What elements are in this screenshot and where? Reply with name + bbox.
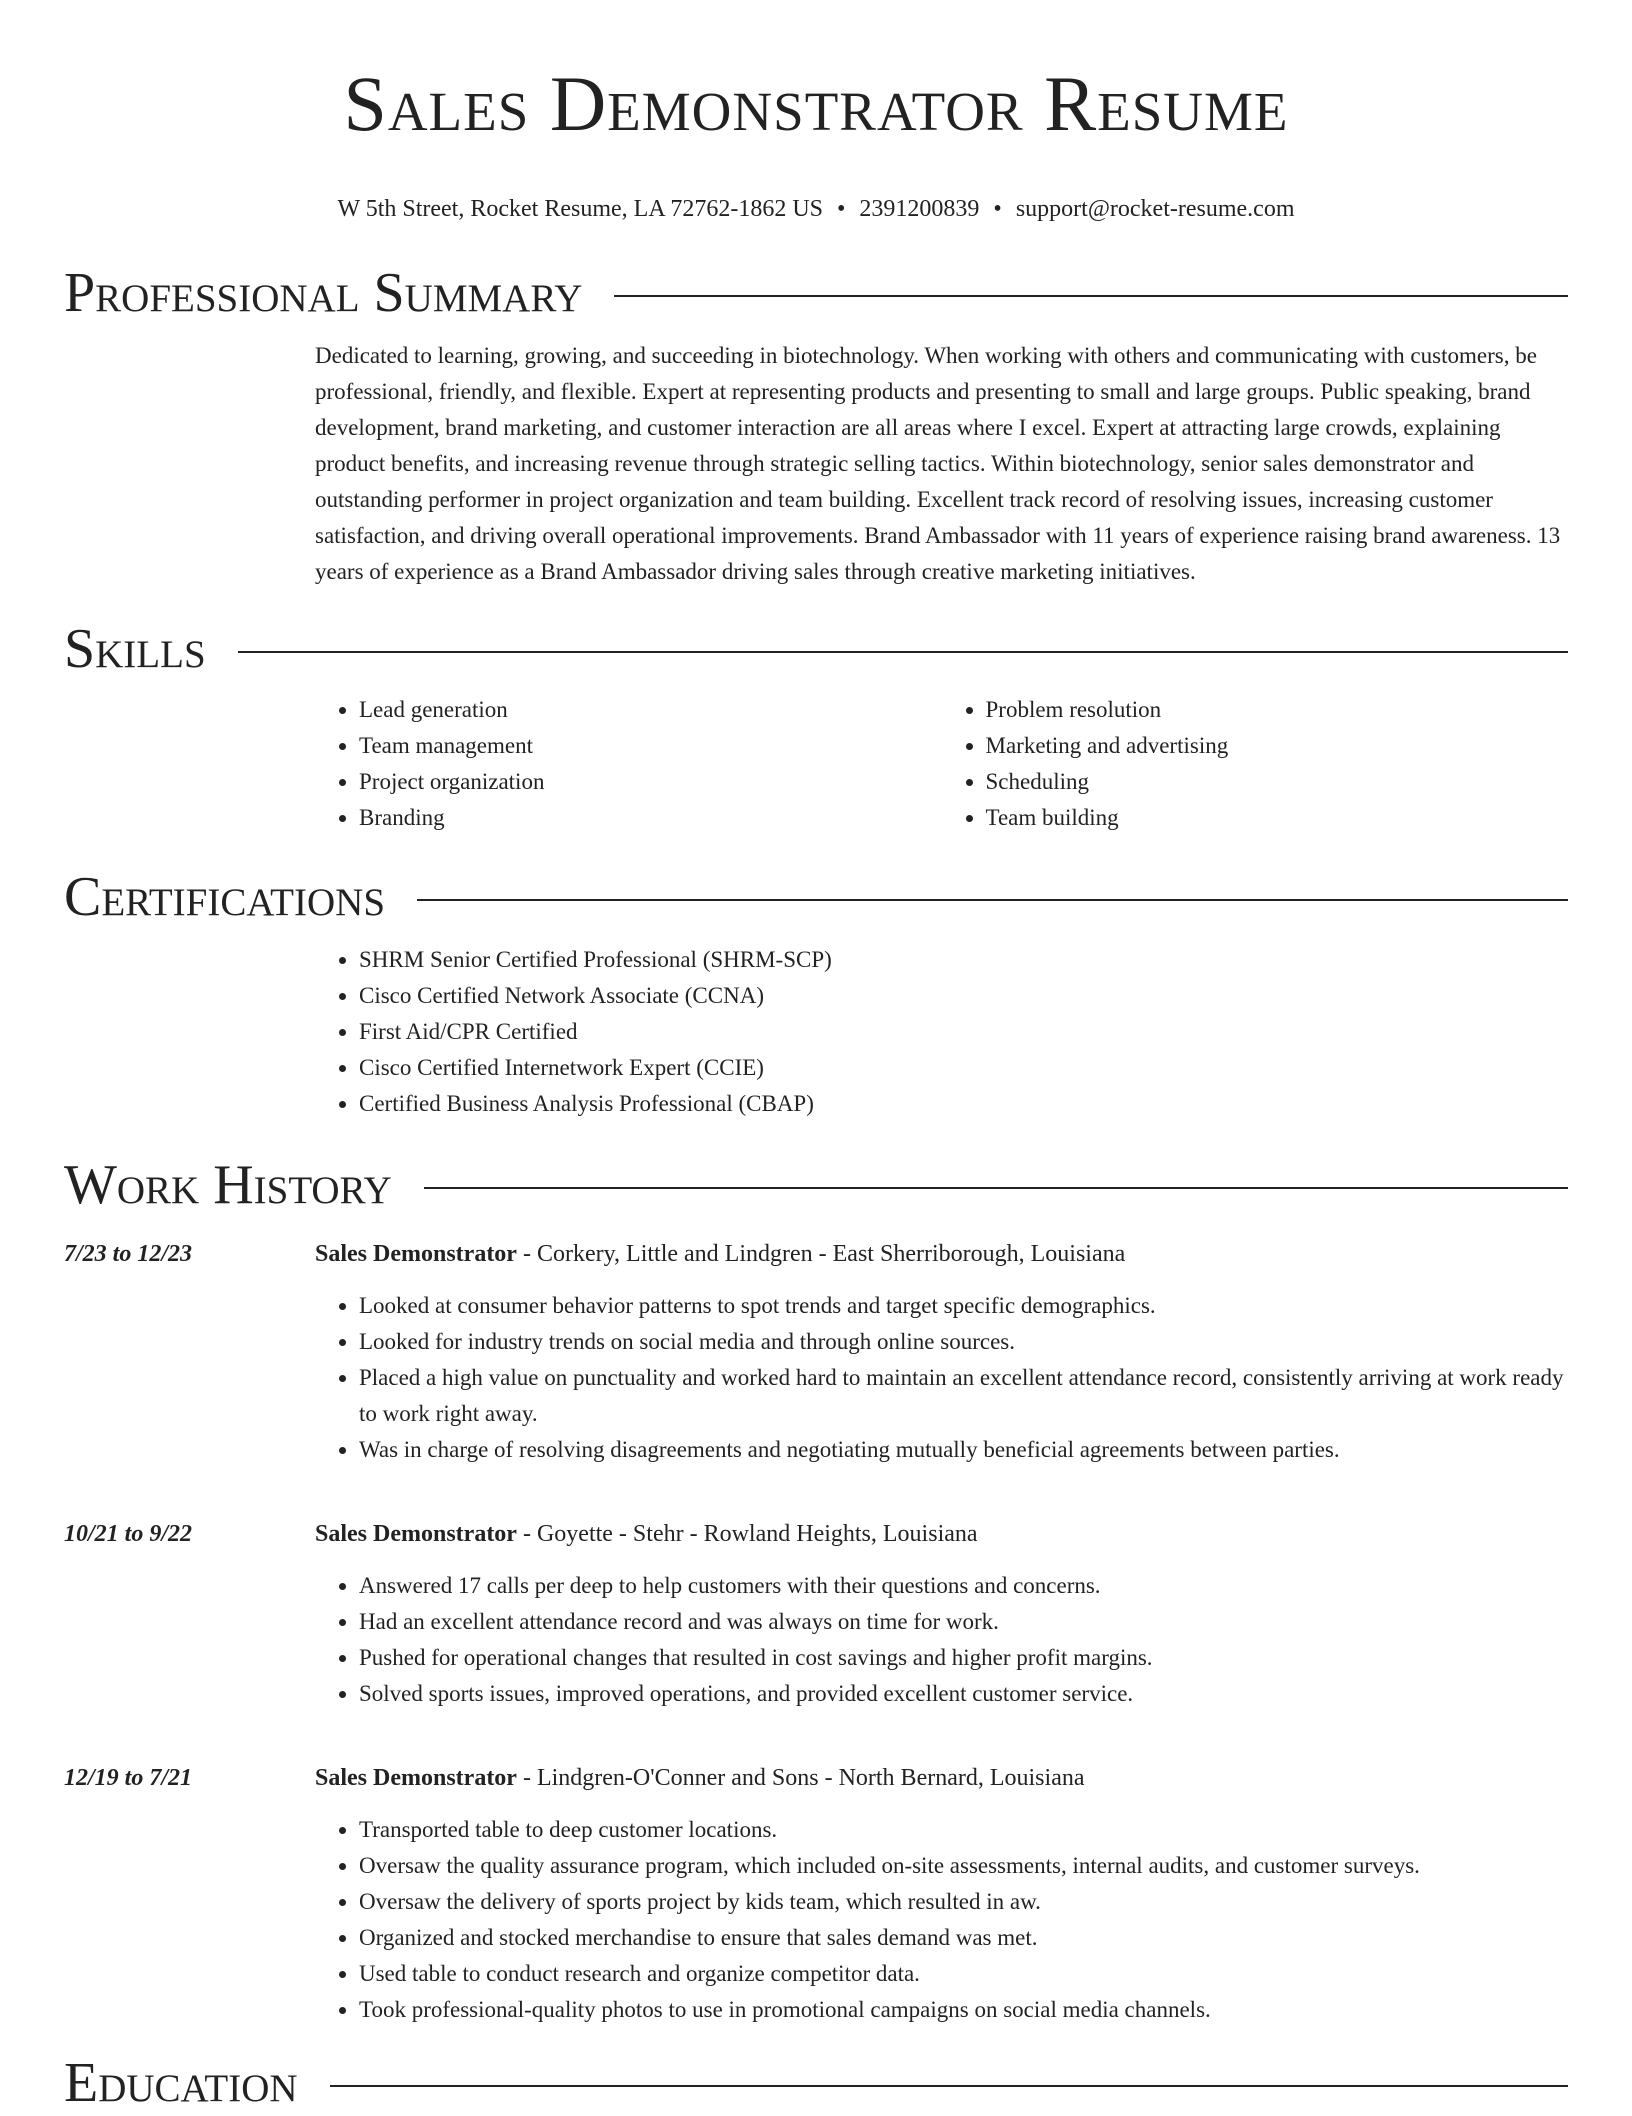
section-divider <box>417 899 1568 901</box>
job-details: - Corkery, Little and Lindgren - East Sherriborough, Louisiana <box>516 1241 1126 1267</box>
job-bullet: • Was in charge of resolving disagreements and negotiating mutually beneficial agreements between parties. <box>359 1432 1568 1468</box>
certifications-heading: Certifications <box>64 866 386 928</box>
job-bullet: • Oversaw the quality assurance program, which included on-site assessments, internal audits, and customer surveys. <box>359 1848 1568 1884</box>
education-heading: Education <box>64 2052 298 2114</box>
job-header <box>64 1760 1568 1796</box>
contact-phone: 2391200839 <box>859 196 980 222</box>
certification-item: • Certified Business Analysis Professional (CBAP) <box>359 1086 1568 1122</box>
job-heading <box>315 1236 1125 1272</box>
job-dates: 10/21 to 9/22 <box>64 1521 193 1547</box>
job-bullet: • Had an excellent attendance record and was always on time for work. <box>359 1604 1568 1640</box>
certification-item: • First Aid/CPR Certified <box>359 1014 1568 1050</box>
job-dates: 12/19 to 7/21 <box>64 1765 193 1791</box>
section-divider <box>330 2085 1568 2087</box>
section-divider <box>238 651 1568 653</box>
job-title: Sales Demonstrator <box>315 1241 517 1267</box>
job-bullet: • Looked for industry trends on social media and through online sources. <box>359 1324 1568 1360</box>
contact-line <box>64 194 1568 224</box>
summary-text: Dedicated to learning, growing, and succeeding in biotechnology. When working with others and communicating with customers, be professional, friendly, and flexible. Expert at representing products and presenting to small and large groups. Public speaking, brand development, brand marketing, and customer interaction are all areas where I excel. Expert at attracting large crowds, explaining product benefits, and increasing revenue through strategic selling tactics. Within biotechnology, senior sales demonstrator and outstanding performer in project organization and team building. Excellent track record of resolving issues, increasing customer satisfaction, and driving overall operational improvements. Brand Ambassador with 11 years of experience raising brand awareness. 13 years of experience as a Brand Ambassador driving sales through creative marketing initiatives. <box>315 343 1561 584</box>
skill-item: • Project organization <box>359 764 942 800</box>
job-details: - Lindgren-O'Conner and Sons - North Bernard, Louisiana <box>516 1765 1085 1791</box>
job-entry <box>64 1760 1568 2028</box>
job-header <box>64 1516 1568 1552</box>
job-title: Sales Demonstrator <box>315 1521 517 1547</box>
job-bullets <box>315 1288 1568 1468</box>
skill-item: • Team management <box>359 728 942 764</box>
contact-address: W 5th Street, Rocket Resume, LA 72762-1862 US <box>337 196 823 222</box>
job-bullet: • Solved sports issues, improved operations, and provided excellent customer service. <box>359 1676 1568 1712</box>
job-bullet: • Pushed for operational changes that resulted in cost savings and higher profit margins. <box>359 1640 1568 1676</box>
skills-heading: Skills <box>64 618 206 680</box>
job-heading <box>315 1760 1085 1796</box>
job-bullets <box>315 1568 1568 1712</box>
skills-column-left <box>315 692 942 836</box>
contact-separator: • <box>993 196 1002 222</box>
job-bullet: • Placed a high value on punctuality and worked hard to maintain an excellent attendance record, consistently arriving at work ready to work right away. <box>359 1360 1568 1432</box>
skills-list <box>315 692 1568 836</box>
certifications-section-header <box>64 864 1568 930</box>
certifications-list <box>315 942 1568 1122</box>
skill-item: • Problem resolution <box>986 692 1569 728</box>
job-bullet: • Transported table to deep customer locations. <box>359 1812 1568 1848</box>
summary-section-header <box>64 260 1568 326</box>
job-bullets <box>315 1812 1568 2028</box>
job-header <box>64 1236 1568 1272</box>
skill-item: • Team building <box>986 800 1569 836</box>
section-divider <box>614 295 1568 297</box>
contact-separator: • <box>837 196 846 222</box>
resume-title: Sales Demonstrator Resume <box>343 60 1289 147</box>
job-entry <box>64 1516 1568 1712</box>
job-title: Sales Demonstrator <box>315 1765 517 1791</box>
work-history-heading: Work History <box>64 1154 392 1216</box>
skill-item: • Branding <box>359 800 942 836</box>
job-dates: 7/23 to 12/23 <box>64 1241 193 1267</box>
certification-item: • Cisco Certified Network Associate (CCNA) <box>359 978 1568 1014</box>
job-bullet: • Looked at consumer behavior patterns to spot trends and target specific demographics. <box>359 1288 1568 1324</box>
job-bullet: • Oversaw the delivery of sports project by kids team, which resulted in aw. <box>359 1884 1568 1920</box>
job-entry <box>64 1236 1568 1468</box>
skills-column-right <box>942 692 1569 836</box>
summary-heading: Professional Summary <box>64 262 583 324</box>
job-bullet: • Took professional-quality photos to use in promotional campaigns on social media channels. <box>359 1992 1568 2028</box>
job-bullet: • Organized and stocked merchandise to ensure that sales demand was met. <box>359 1920 1568 1956</box>
work-history-section-header <box>64 1152 1568 1218</box>
job-bullet: • Answered 17 calls per deep to help customers with their questions and concerns. <box>359 1568 1568 1604</box>
certification-item: • Cisco Certified Internetwork Expert (CCIE) <box>359 1050 1568 1086</box>
skill-item: • Marketing and advertising <box>986 728 1569 764</box>
section-divider <box>424 1187 1568 1189</box>
skill-item: • Lead generation <box>359 692 942 728</box>
education-section-header <box>64 2050 1568 2116</box>
job-bullet: • Used table to conduct research and organize competitor data. <box>359 1956 1568 1992</box>
job-details: - Goyette - Stehr - Rowland Heights, Louisiana <box>516 1521 978 1547</box>
certification-item: • SHRM Senior Certified Professional (SHRM-SCP) <box>359 942 1568 978</box>
job-heading <box>315 1516 978 1552</box>
skill-item: • Scheduling <box>986 764 1569 800</box>
skills-section-header <box>64 616 1568 682</box>
contact-email[interactable]: support@rocket-resume.com <box>1015 196 1295 222</box>
